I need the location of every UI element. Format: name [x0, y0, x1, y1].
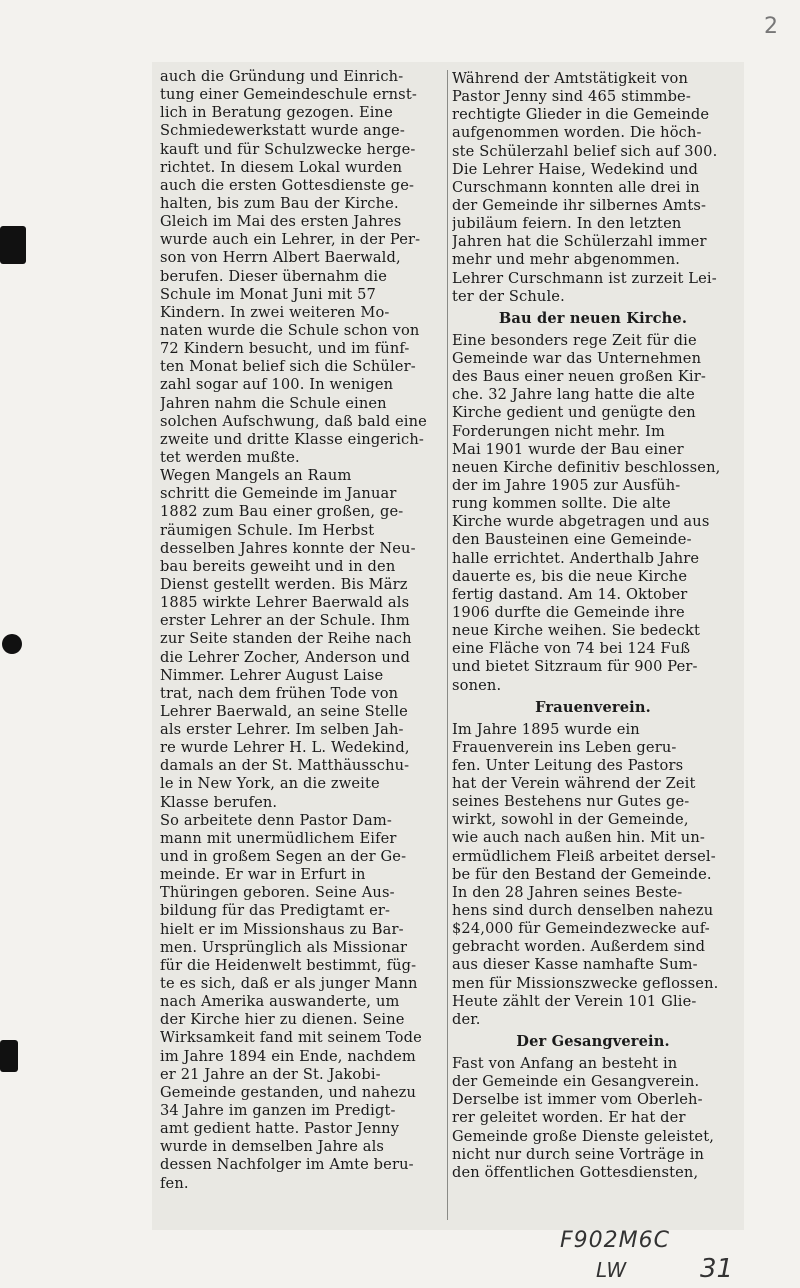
- text-line: 34 Jahre im ganzen im Predigt-: [160, 1102, 396, 1120]
- text-line: son von Herrn Albert Baerwald,: [160, 249, 401, 267]
- text-line: Curschmann konnten alle drei in: [452, 178, 700, 196]
- punch-mark-top: [0, 226, 26, 264]
- text-line: Klasse berufen.: [160, 793, 278, 811]
- column-divider: [447, 70, 448, 1220]
- corner-handwritten-mark: 2: [764, 14, 778, 39]
- text-line: wirkt, sowohl in der Gemeinde,: [452, 811, 689, 829]
- text-line: wurde auch ein Lehrer, in der Per-: [160, 231, 421, 249]
- text-line: des Baus einer neuen großen Kir-: [452, 368, 706, 386]
- text-line: dauerte es, bis die neue Kirche: [452, 567, 688, 585]
- text-line: hat der Verein während der Zeit: [452, 775, 696, 793]
- text-line: dessen Nachfolger im Amte beru-: [160, 1156, 414, 1174]
- text-line: nicht nur durch seine Vorträge in: [452, 1145, 705, 1163]
- text-line: bildung für das Predigtamt er-: [160, 902, 391, 920]
- text-line: 1906 durfte die Gemeinde ihre: [452, 603, 685, 621]
- text-line: Wegen Mangels an Raum: [160, 467, 352, 485]
- text-line: Während der Amtstätigkeit von: [452, 70, 689, 87]
- text-line: men. Ursprünglich als Missionar: [160, 938, 408, 956]
- text-line: Pastor Jenny sind 465 stimmbe-: [452, 88, 691, 106]
- text-line: 72 Kindern besucht, und im fünf-: [160, 340, 410, 358]
- text-line: wurde in demselben Jahre als: [160, 1138, 385, 1156]
- punch-mark-middle: [2, 634, 22, 654]
- text-line: Kindern. In zwei weiteren Mo-: [160, 303, 390, 321]
- text-line: jubiläum feiern. In den letzten: [452, 215, 682, 233]
- text-line: gebracht worden. Außerdem sind: [452, 938, 706, 956]
- text-line: mann mit unermüdlichem Eifer: [160, 829, 397, 847]
- text-line: räumigen Schule. Im Herbst: [160, 521, 375, 539]
- text-line: auch die Gründung und Einrich-: [160, 68, 404, 85]
- text-line: Jahren nahm die Schule einen: [160, 394, 387, 412]
- text-line: Fast von Anfang an besteht in: [452, 1055, 678, 1073]
- text-line: halten, bis zum Bau der Kirche.: [160, 194, 399, 212]
- section-women-body: [452, 721, 734, 1029]
- heading-church: Bau der neuen Kirche.: [498, 309, 688, 327]
- text-line: den öffentlichen Gottesdiensten,: [452, 1163, 699, 1181]
- text-line: auch die ersten Gottesdienste ge-: [160, 176, 415, 194]
- text-line: der Gemeinde ihr silbernes Amts-: [452, 196, 707, 214]
- text-line: men für Missionszwecke geflossen.: [452, 974, 719, 992]
- text-line: aufgenommen worden. Die höch-: [452, 124, 702, 142]
- text-line: neuen Kirche definitiv beschlossen,: [452, 458, 721, 476]
- text-line: Im Jahre 1895 wurde ein: [452, 720, 640, 738]
- text-line: Frauenverein ins Leben geru-: [452, 738, 677, 756]
- text-line: meinde. Er war in Erfurt in: [160, 866, 366, 884]
- text-line: Gemeinde gestanden, und nahezu: [160, 1083, 417, 1101]
- text-line: nach Amerika auswanderte, um: [160, 993, 400, 1011]
- text-line: Mai 1901 wurde der Bau einer: [452, 440, 684, 458]
- text-line: Die Lehrer Haise, Wedekind und: [452, 160, 699, 178]
- text-line: Forderungen nicht mehr. Im: [452, 422, 666, 440]
- text-line: Lehrer Baerwald, an seine Stelle: [160, 702, 408, 720]
- section-church-body: [452, 332, 734, 695]
- text-line: sonen.: [452, 676, 502, 694]
- text-line: neue Kirche weihen. Sie bedeckt: [452, 622, 701, 640]
- archive-code-handwritten: F902M6C: [560, 1228, 670, 1253]
- text-line: tung einer Gemeindeschule ernst-: [160, 86, 417, 104]
- text-line: rung kommen sollte. Die alte: [452, 495, 671, 513]
- text-line: Thüringen geboren. Seine Aus-: [160, 884, 395, 902]
- text-line: rer geleitet worden. Er hat der: [452, 1109, 686, 1127]
- text-line: aus dieser Kasse namhafte Sum-: [452, 956, 698, 974]
- text-line: In den 28 Jahren seines Beste-: [452, 883, 683, 901]
- text-line: 1885 wirkte Lehrer Baerwald als: [160, 594, 410, 612]
- initials-handwritten: LW: [596, 1258, 627, 1282]
- right-intro: [452, 70, 734, 306]
- text-line: ste Schülerzahl belief sich auf 300.: [452, 142, 718, 160]
- text-line: wie auch nach außen hin. Mit un-: [452, 829, 705, 847]
- text-line: fen.: [160, 1174, 189, 1192]
- text-line: damals an der St. Matthäusschu-: [160, 757, 410, 775]
- section-choir-body: [452, 1055, 734, 1182]
- text-line: te es sich, daß er als junger Mann: [160, 975, 418, 993]
- text-line: fen. Unter Leitung des Pastors: [452, 756, 684, 774]
- text-line: Gleich im Mai des ersten Jahres: [160, 213, 402, 231]
- text-line: amt gedient hatte. Pastor Jenny: [160, 1120, 400, 1138]
- text-line: Gemeinde große Dienste geleistet,: [452, 1127, 715, 1145]
- text-line: mehr und mehr abgenommen.: [452, 251, 681, 269]
- text-line: re wurde Lehrer H. L. Wedekind,: [160, 739, 410, 757]
- text-line: desselben Jahres konnte der Neu-: [160, 539, 416, 557]
- text-line: zweite und dritte Klasse eingerich-: [160, 430, 424, 448]
- text-line: solchen Aufschwung, daß bald eine: [160, 412, 427, 430]
- text-line: erster Lehrer an der Schule. Ihm: [160, 612, 410, 630]
- text-line: tet werden mußte.: [160, 448, 300, 466]
- heading-womens-association: Frauenverein.: [535, 698, 651, 716]
- text-line: Heute zählt der Verein 101 Glie-: [452, 992, 697, 1010]
- text-line: er 21 Jahre an der St. Jakobi-: [160, 1065, 381, 1083]
- text-line: schritt die Gemeinde im Januar: [160, 485, 397, 503]
- text-line: halle errichtet. Anderthalb Jahre: [452, 549, 700, 567]
- text-line: Schmiedewerkstatt wurde ange-: [160, 122, 405, 140]
- text-line: Eine besonders rege Zeit für die: [452, 331, 697, 349]
- heading-choir: Der Gesangverein.: [516, 1033, 670, 1051]
- punch-mark-bottom: [0, 1040, 18, 1072]
- text-line: naten wurde die Schule schon von: [160, 321, 420, 339]
- text-line: die Lehrer Zocher, Anderson und: [160, 648, 411, 666]
- text-line: trat, nach dem frühen Tode von: [160, 684, 399, 702]
- text-line: che. 32 Jahre lang hatte die alte: [452, 386, 695, 404]
- text-line: rechtigte Glieder in die Gemeinde: [452, 106, 710, 124]
- text-line: und bietet Sitzraum für 900 Per-: [452, 658, 698, 676]
- text-line: Gemeinde war das Unternehmen: [452, 349, 702, 367]
- left-column: [160, 68, 444, 1193]
- text-line: und in großem Segen an der Ge-: [160, 848, 407, 866]
- page-number-handwritten: 31: [700, 1254, 734, 1284]
- text-line: Jahren hat die Schülerzahl immer: [452, 233, 707, 251]
- text-line: lich in Beratung gezogen. Eine: [160, 104, 393, 122]
- text-line: ten Monat belief sich die Schüler-: [160, 358, 416, 376]
- text-line: Nimmer. Lehrer August Laise: [160, 666, 384, 684]
- text-line: fertig dastand. Am 14. Oktober: [452, 585, 688, 603]
- text-line: der Kirche hier zu dienen. Seine: [160, 1011, 405, 1029]
- text-line: der.: [452, 1010, 481, 1028]
- text-line: ermüdlichem Fleiß arbeitet dersel-: [452, 847, 716, 865]
- text-line: So arbeitete denn Pastor Dam-: [160, 811, 392, 829]
- text-line: für die Heidenwelt bestimmt, füg-: [160, 956, 417, 974]
- text-line: Kirche wurde abgetragen und aus: [452, 513, 710, 531]
- text-line: Derselbe ist immer vom Oberleh-: [452, 1091, 703, 1109]
- text-line: bau bereits geweiht und in den: [160, 557, 396, 575]
- text-line: 1882 zum Bau einer großen, ge-: [160, 503, 404, 521]
- text-line: Lehrer Curschmann ist zurzeit Lei-: [452, 269, 717, 287]
- text-line: eine Fläche von 74 bei 124 Fuß: [452, 640, 691, 658]
- text-line: Wirksamkeit fand mit seinem Tode: [160, 1029, 422, 1047]
- text-line: hielt er im Missionshaus zu Bar-: [160, 920, 404, 938]
- text-line: im Jahre 1894 ein Ende, nachdem: [160, 1047, 416, 1065]
- text-line: Kirche gedient und genügte den: [452, 404, 696, 422]
- right-column: [452, 70, 734, 1182]
- text-line: le in New York, an die zweite: [160, 775, 380, 793]
- text-line: ter der Schule.: [452, 287, 565, 305]
- text-line: der Gemeinde ein Gesangverein.: [452, 1073, 700, 1091]
- text-line: seines Bestehens nur Gutes ge-: [452, 793, 690, 811]
- text-line: kauft und für Schulzwecke herge-: [160, 140, 416, 158]
- text-line: den Bausteinen eine Gemeinde-: [452, 531, 692, 549]
- text-line: zur Seite standen der Reihe nach: [160, 630, 412, 648]
- text-line: hens sind durch denselben nahezu: [452, 902, 714, 920]
- text-line: Schule im Monat Juni mit 57: [160, 285, 376, 303]
- text-line: Dienst gestellt werden. Bis März: [160, 575, 408, 593]
- text-line: als erster Lehrer. Im selben Jah-: [160, 721, 404, 739]
- text-line: berufen. Dieser übernahm die: [160, 267, 387, 285]
- text-line: der im Jahre 1905 zur Ausfüh-: [452, 476, 681, 494]
- text-line: zahl sogar auf 100. In wenigen: [160, 376, 394, 394]
- text-line: $24,000 für Gemeindezwecke auf-: [452, 920, 710, 938]
- text-line: richtet. In diesem Lokal wurden: [160, 158, 403, 176]
- text-line: be für den Bestand der Gemeinde.: [452, 865, 712, 883]
